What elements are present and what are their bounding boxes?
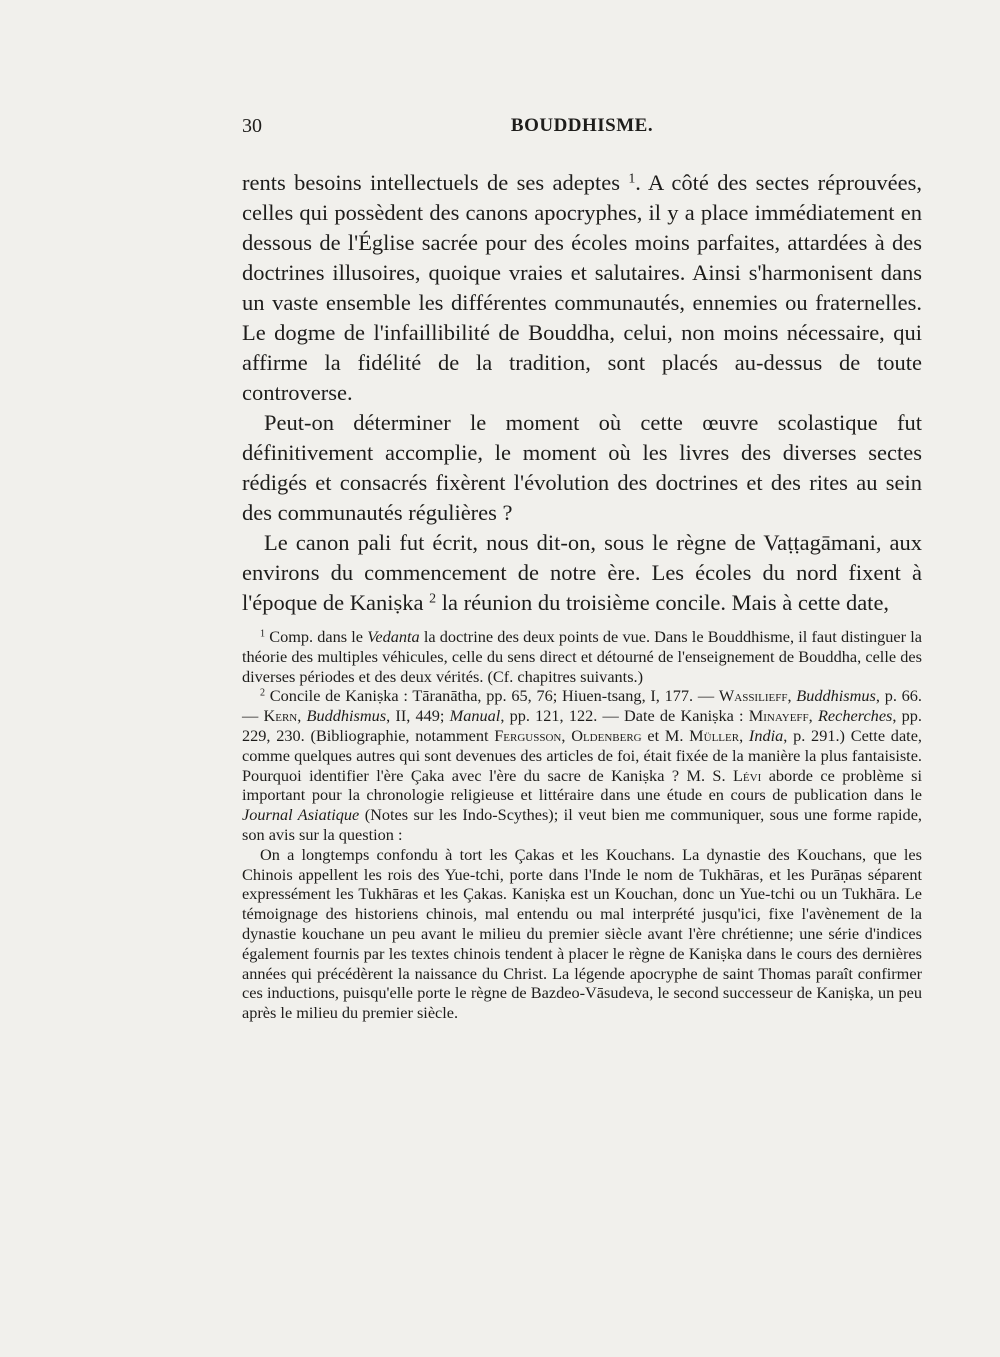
footnote-1 — [242, 627, 922, 686]
footnote-1-text-b: la doctrine des deux points de vue. Dans le Bouddhisme, il faut distinguer la théorie des multiples véhicules, celle du sens direct et détourné de l'enseignement de Bouddha, celle des diverses périodes et des deux vérités. (Cf. chapitres suivants.) — [242, 627, 922, 686]
footnote-2-text-b: , p. 66. — — [242, 686, 922, 726]
work-title: Manual — [449, 706, 501, 726]
footnote-2-text-d: , pp. 121, 122. — Date de Kaniṣka : — [500, 706, 744, 726]
paragraph-3-text-b: la réunion du troisième concile. Mais à cette date, — [441, 590, 890, 615]
author-oldenberg: Oldenberg — [571, 725, 642, 745]
running-title: BOUDDHISME. — [510, 115, 654, 136]
author-wassilieff: Wassilieff — [718, 686, 788, 706]
footnote-2-text-i: (Notes sur les Indo-Scythes); il veut bien me communiquer, sous une forme rapide, son avis sur la question : — [242, 805, 922, 844]
paragraph-1-text: rents besoins intellectuels de ses adeptes — [242, 170, 620, 195]
author-levi: Lévi — [732, 765, 762, 785]
author-muller: Müller — [689, 725, 740, 745]
work-title: Journal Asiatique — [242, 805, 360, 825]
author-kern: Kern — [263, 706, 298, 726]
separator: , — [739, 725, 744, 745]
footnote-2-text-a: Concile de Kaniṣka : Tāranātha, pp. 65, 76; Hiuen-tsang, I, 177. — — [269, 686, 715, 706]
paragraph-2: Peut-on déterminer le moment où cette œuvre scolastique fut définitivement accomplie, le moment où les livres des diverses sectes rédigés et consacrés fixèrent l'évolution des doctrines et des rites au sein des communautés régulières ? — [242, 410, 922, 525]
main-text — [242, 168, 922, 618]
separator: , — [787, 686, 792, 706]
footnote-2-text-e: , pp. 229, 230. (Bibliographie, notamment — [242, 706, 923, 745]
separator: , — [561, 725, 566, 745]
footnote-1-mark: 1 — [260, 628, 266, 640]
footnote-2-mark: 2 — [260, 687, 266, 699]
paragraph-1 — [242, 168, 922, 408]
paragraph-1-rest: . A côté des sectes réprouvées, celles qui possèdent des canons apocryphes, il y a place immédiatement en dessous de l'Église sacrée pour des écoles moins parfaites, attardées à des doctrines illusoires, quoique vraies et salutaires. Ainsi s'harmonisent dans un vaste ensemble les différentes communautés, ennemies ou fraternelles. Le dogme de l'infaillibilité de Bouddha, celui, non moins nécessaire, qui affirme la fidélité de la tradition, sont placés au-dessus de toute controverse. — [242, 170, 922, 405]
footnote-ref-1: 1 — [628, 171, 636, 187]
footnote-2-quote: On a longtemps confondu à tort les Çakas et les Kouchans. La dynastie des Kouchans, que les Chinois appellent les rois des Yue-tchi, porte dans l'Inde le nom de Tukhāras, et les Purāṇas séparent expressément les Tukhāras et les Çakas. Kaniṣka est un Kouchan, donc un Yue-tchi ou un Tukhāra. Le témoignage des historiens chinois, mal entendu ou mal interprété jusqu'ici, fixe l'avènement de la dynastie kouchane un peu avant le milieu du premier siècle avant l'ère chrétienne; une série d'indices également fournis par les textes chinois tendent à placer le règne de Kaniṣka dans le cours des dernières années qui précédèrent la naissance du Christ. La légende apocryphe de saint Thomas paraît confirmer ces inductions, puisqu'elle porte le règne de Bazdeo-Vāsudeva, le second successeur de Kaniṣka, un peu après le milieu du premier siècle. — [242, 844, 922, 1023]
footnote-2-text-f: et M. — [647, 725, 684, 745]
separator: , — [297, 706, 302, 726]
work-title: India — [748, 725, 784, 745]
paragraph-3-text-a: Le canon pali fut écrit, nous dit-on, sous le règne de Vaṭṭagāmani, aux environs du commencement de notre ère. Les écoles du nord fixent à l'époque de Kaniṣka — [242, 530, 922, 615]
work-title: Buddhismus — [306, 706, 387, 726]
separator: , — [808, 706, 813, 726]
running-head — [242, 115, 922, 143]
author-minayeff: Minayeff — [748, 706, 809, 726]
footnote-2 — [242, 686, 922, 844]
footnote-2-text-c: , II, 449; — [386, 706, 445, 726]
page-number: 30 — [242, 115, 262, 137]
author-fergusson: Fergusson — [494, 725, 562, 745]
footnote-2-text-h: aborde ce problème si important pour la chronologie religieuse et littéraire dans une étude en cours de publication dans le — [242, 765, 923, 805]
work-title: Recherches — [817, 706, 893, 726]
work-title: Buddhismus — [796, 686, 876, 706]
footnote-ref-2: 2 — [429, 591, 437, 607]
footnote-2-text-g: , p. 291.) Cette date, comme quelques autres qui sont devenues des articles de foi, était fixée de la manière la plus fantaisiste. Pourquoi identifier l'ère Çaka avec l'ère du sacre de Kaniṣka ? M. S. — [242, 725, 922, 785]
paragraph-3 — [242, 528, 922, 618]
footnote-1-title: Vedanta — [367, 627, 420, 646]
footnote-1-text-a: Comp. dans le — [269, 627, 364, 646]
footnotes — [242, 627, 922, 1023]
